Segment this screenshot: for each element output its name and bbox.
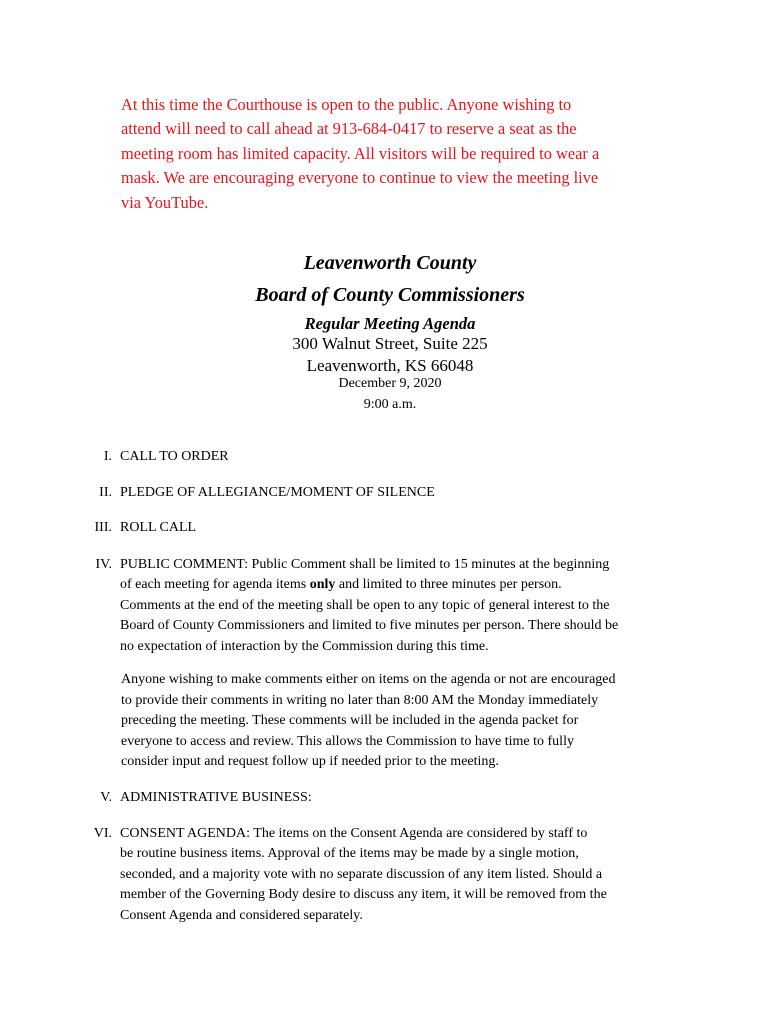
item-text: no expectation of interaction by the Commission during this time. [120,638,489,654]
notice-line: via YouTube. [121,192,209,212]
item-text: ROLL CALL [120,520,197,535]
item-text-part: and limited to three minutes per person. [335,577,562,593]
item-text [120,575,665,595]
paragraph-line: to provide their comments in writing no later than 8:00 AM the Monday immediately [121,692,599,708]
item-text-part: of each meeting for agenda items [120,577,310,593]
item-number: IV. [95,557,112,572]
address-line-2: Leavenworth, KS 66048 [306,356,474,375]
item-text: be routine business items. Approval of the items may be made by a single motion, [120,846,579,862]
item-text: CALL TO ORDER [120,449,229,464]
item-text: Board of County Commissioners and limited to five minutes per person. There should be [120,618,619,634]
item-number: I. [103,449,112,464]
paragraph-line: Anyone wishing to make comments either on items on the agenda or not are encouraged [121,672,616,687]
item-text: Consent Agenda and considered separately. [120,907,363,923]
notice-line: attend will need to call ahead at 913-684-0417 to reserve a seat as the [121,119,577,139]
item-text: Comments at the end of the meeting shall be open to any topic of general interest to the [120,597,610,613]
item-text: CONSENT AGENDA: The items on the Consent Agenda are considered by staff to [120,826,588,841]
meeting-time: 9:00 a.m. [363,397,417,412]
board-title: Board of County Commissioners [255,284,525,306]
item-number: III. [94,520,112,535]
paragraph-line: consider input and request follow up if needed prior to the meeting. [121,754,499,770]
courthouse-notice [121,93,661,215]
agenda-title: Regular Meeting Agenda [304,314,476,333]
public-comment-paragraph [121,670,666,773]
item-number: V. [100,790,112,805]
paragraph-line: preceding the meeting. These comments will be included in the agenda packet for [121,713,579,729]
item-text: seconded, and a majority vote with no separate discussion of any item listed. Should a [120,866,603,882]
notice-line: At this time the Courthouse is open to the public. Anyone wishing to [121,95,572,114]
meeting-date: December 9, 2020 [338,376,442,391]
notice-line: meeting room has limited capacity. All visitors will be required to wear a [121,143,600,163]
item-number: II. [99,485,112,500]
item-text: PLEDGE OF ALLEGIANCE/MOMENT OF SILENCE [120,485,435,500]
address-line-1: 300 Walnut Street, Suite 225 [292,334,488,353]
item-text: ADMINISTRATIVE BUSINESS: [120,790,312,805]
county-title: Leavenworth County [303,252,477,274]
paragraph-line: everyone to access and review. This allows the Commission to have time to fully [121,733,574,749]
item-text: member of the Governing Body desire to discuss any item, it will be removed from the [120,887,607,903]
notice-line: mask. We are encouraging everyone to continue to view the meeting live [121,168,599,188]
emphasis-only: only [309,577,336,593]
item-number: VI. [93,826,112,841]
item-text: PUBLIC COMMENT: Public Comment shall be limited to 15 minutes at the beginning [120,557,610,572]
